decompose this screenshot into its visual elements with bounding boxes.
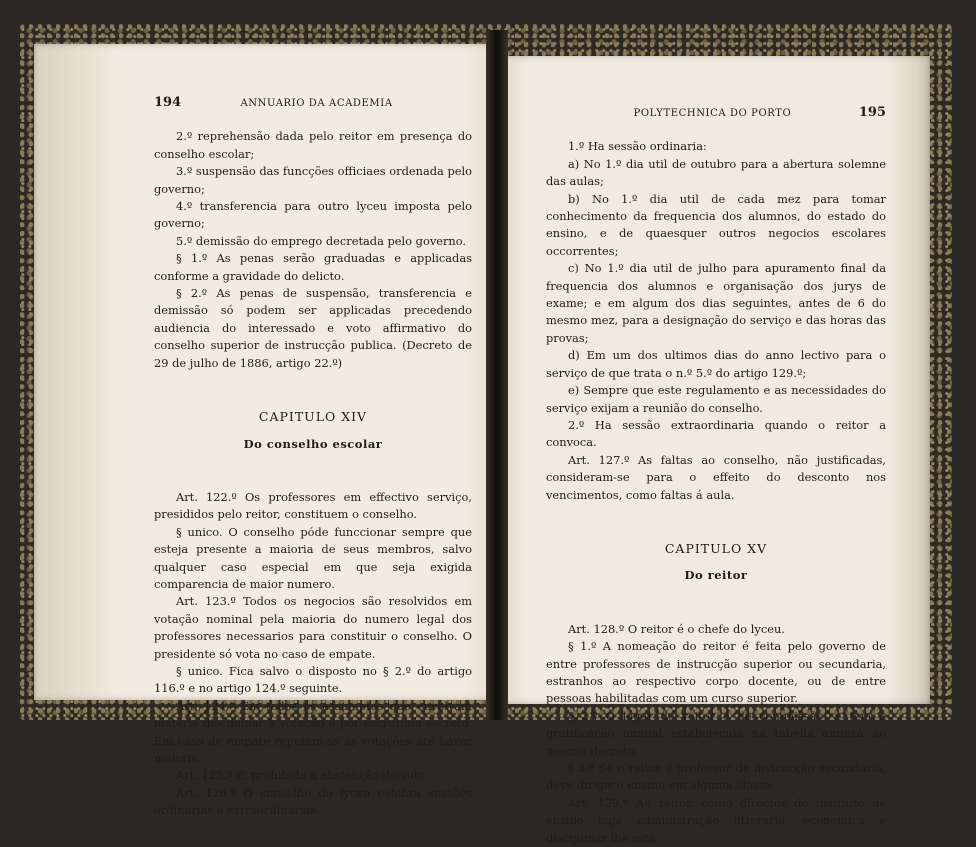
left-page bbox=[34, 44, 496, 818]
paragraph: Art. 126.º O conselho do lyceu celebra sessões ordinarias e extraordinarias: bbox=[154, 785, 472, 818]
paragraph: d) Em um dos ultimos dias do anno lectivo para o serviço de que trata o n.º 5.º do artigo 129.º; bbox=[546, 348, 886, 380]
chapter-subtitle: Do reitor bbox=[684, 568, 748, 583]
paragraph: 1.º Ha sessão ordinaria: bbox=[568, 139, 707, 154]
paragraph: § 2.º O logar de reitor é de commissão, e tem a gratificação annual estabelecida na tabella annexa ao mesmo decreto. bbox=[546, 708, 886, 758]
paragraph: § 1.º As penas serão graduadas e applicadas conforme a gravidade do delicto. bbox=[154, 251, 472, 283]
chapter-title: CAPITULO XIV bbox=[258, 409, 368, 425]
paragraph: 2.º reprehensão dada pelo reitor em presença do conselho escolar; bbox=[154, 129, 472, 161]
left-page-text bbox=[154, 94, 472, 820]
running-head: ANNUARIO DA ACADEMIA bbox=[240, 98, 393, 109]
page-number: 195 bbox=[858, 105, 886, 120]
left-page-header bbox=[154, 94, 472, 112]
paragraph: 2.º Ha sessão extraordinaria quando o reitor a convoca. bbox=[546, 417, 886, 450]
chapter-subtitle: Do conselho escolar bbox=[243, 436, 383, 451]
paragraph: 4.º transferencia para outro lyceu imposta pelo governo; bbox=[154, 199, 472, 231]
book-spine bbox=[486, 30, 508, 720]
paragraph: a) No 1.º dia util de outubro para a abertura solemne das aulas; bbox=[546, 156, 886, 189]
right-page-text bbox=[546, 104, 886, 847]
page-number: 194 bbox=[154, 95, 182, 110]
paragraph: Art. 129.º Ao reitor, como director do instituto de ensino cuja administração litteraria, economica e disciplinar lhe está bbox=[546, 795, 886, 845]
paragraph: c) No 1.º dia util de julho para apuramento final da frequencia dos alumnos e organisação dos jurys de exame; e em algum dos dias seguintes, antes de 6 do mesmo mez, para a designação do serviço e das horas das provas; bbox=[546, 261, 886, 345]
paragraph: § 2.º As penas de suspensão, transferencia e demissão só podem ser applicadas precedendo audiencia do interessado e voto affirmativo do conselho superior de instrucção publica. (Decreto de 29 de julho de 1886, artigo 22.º) bbox=[154, 286, 472, 370]
right-page-header bbox=[546, 104, 886, 122]
paragraph: b) No 1.º dia util de cada mez para tomar conhecimento da frequencia dos alumnos, do estado do ensino, e de quaesquer outros negocios escolares occorrentes; bbox=[546, 191, 886, 258]
paragraph: Art. 122.º Os professores em effectivo serviço, presididos pelo reitor, constituem o conselho. bbox=[154, 489, 472, 522]
paragraph: 5.º demissão do emprego decretada pelo governo. bbox=[176, 233, 467, 248]
paragraph: Art. 123.º Todos os negocios são resolvidos em votação nominal pela maioria do numero legal dos professores necessarios para constituir o conselho. O presidente só vota no caso de empate. bbox=[154, 594, 472, 661]
paragraph: § unico. Fica salvo o disposto no § 2.º do artigo 116.º e no artigo 124.º seguinte. bbox=[154, 663, 472, 696]
paragraph: § 1.º A nomeação do reitor é feita pelo governo de entre professores de instrucção superior ou secundaria, estranhos ao respectivo corpo docente, ou de entre pessoas habilitadas com um curso superior. bbox=[546, 639, 886, 706]
paragraph: § 3.º Se o reitor é professor de instrucção secundaria, deve dirigir o ensino em alguma classe. bbox=[546, 761, 886, 793]
paragraph: Art. 124.º Em todos os assumptos que envolvam materia disciplinar a votação é por escrutinio secreto. Em caso de empate repetem-se as votações até haver maioria. bbox=[154, 698, 472, 765]
running-head: POLYTECHNICA DO PORTO bbox=[633, 108, 792, 119]
paragraph: e) Sempre que este regulamento e as necessidades do serviço exijam a reunião do conselho. bbox=[546, 383, 886, 415]
chapter-title: CAPITULO XV bbox=[664, 540, 768, 556]
paragraph: Art. 127.º As faltas ao conselho, não justificadas, consideram-se para o effeito do desconto nos vencimentos, como faltas á aula. bbox=[546, 452, 886, 502]
paragraph: Art. 125.º E' prohibida a abstenção do voto. bbox=[176, 768, 429, 783]
paragraph: § unico. O conselho póde funccionar sempre que esteja presente a maioria de seus membros, salvo qualquer caso especial em que seja exigida comparencia de maior numero. bbox=[154, 524, 472, 591]
right-page bbox=[502, 56, 930, 845]
paragraph: Art. 128.º O reitor é o chefe do lyceu. bbox=[568, 621, 785, 636]
paragraph: 3.º suspensão das funcções officiaes ordenada pelo governo; bbox=[154, 164, 472, 196]
